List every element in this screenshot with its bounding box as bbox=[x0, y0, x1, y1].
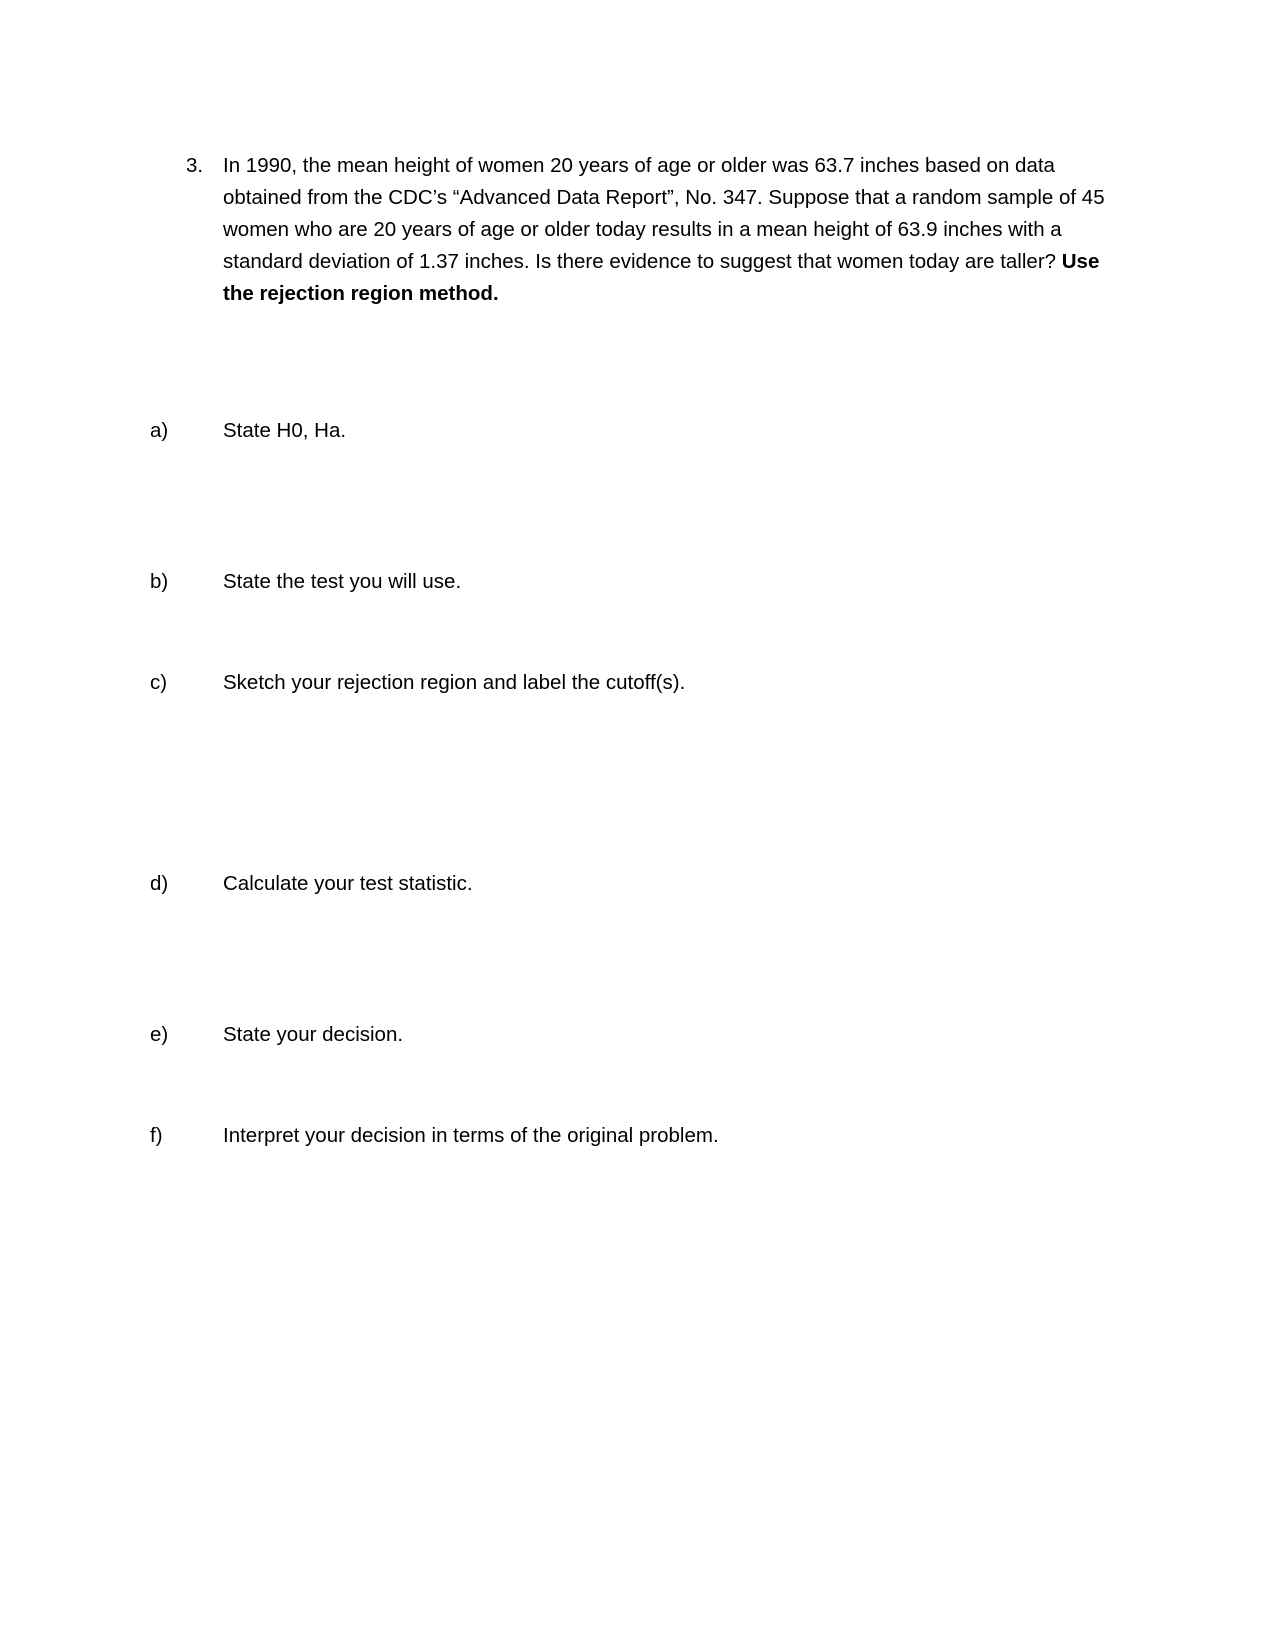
part-f bbox=[150, 1122, 719, 1150]
part-b bbox=[150, 568, 461, 596]
problem-emphasis: Use the rejection region method. bbox=[223, 250, 1100, 305]
part-prompt: Calculate your test statistic. bbox=[223, 872, 473, 895]
part-letter: c) bbox=[150, 671, 168, 694]
problem-text bbox=[223, 150, 1126, 310]
part-letter: a) bbox=[150, 419, 169, 442]
part-prompt: State H0, Ha. bbox=[223, 419, 347, 442]
part-d bbox=[150, 870, 473, 898]
part-a bbox=[150, 417, 346, 445]
part-letter: e) bbox=[150, 1023, 169, 1046]
part-prompt: Interpret your decision in terms of the original problem. bbox=[223, 1124, 719, 1147]
part-letter: f) bbox=[150, 1124, 163, 1147]
part-prompt: State the test you will use. bbox=[223, 570, 462, 593]
part-prompt: Sketch your rejection region and label the cutoff(s). bbox=[223, 671, 686, 694]
part-prompt: State your decision. bbox=[223, 1023, 404, 1046]
part-letter: b) bbox=[150, 570, 169, 593]
part-c bbox=[150, 669, 685, 697]
problem-number: 3. bbox=[186, 154, 204, 177]
part-letter: d) bbox=[150, 872, 169, 895]
problem-body: In 1990, the mean height of women 20 years of age or older was 63.7 inches based on data obtained from the CDC’s “Advanced Data Report”, No. 347. Suppose that a random sample of 45 women who are 20 years of age or older today results in a mean height of 63.9 inches with a standard deviation of 1.37 inches. Is there evidence to suggest that women today are taller? bbox=[223, 154, 1105, 273]
part-e bbox=[150, 1021, 403, 1049]
problem-statement bbox=[186, 150, 1126, 310]
